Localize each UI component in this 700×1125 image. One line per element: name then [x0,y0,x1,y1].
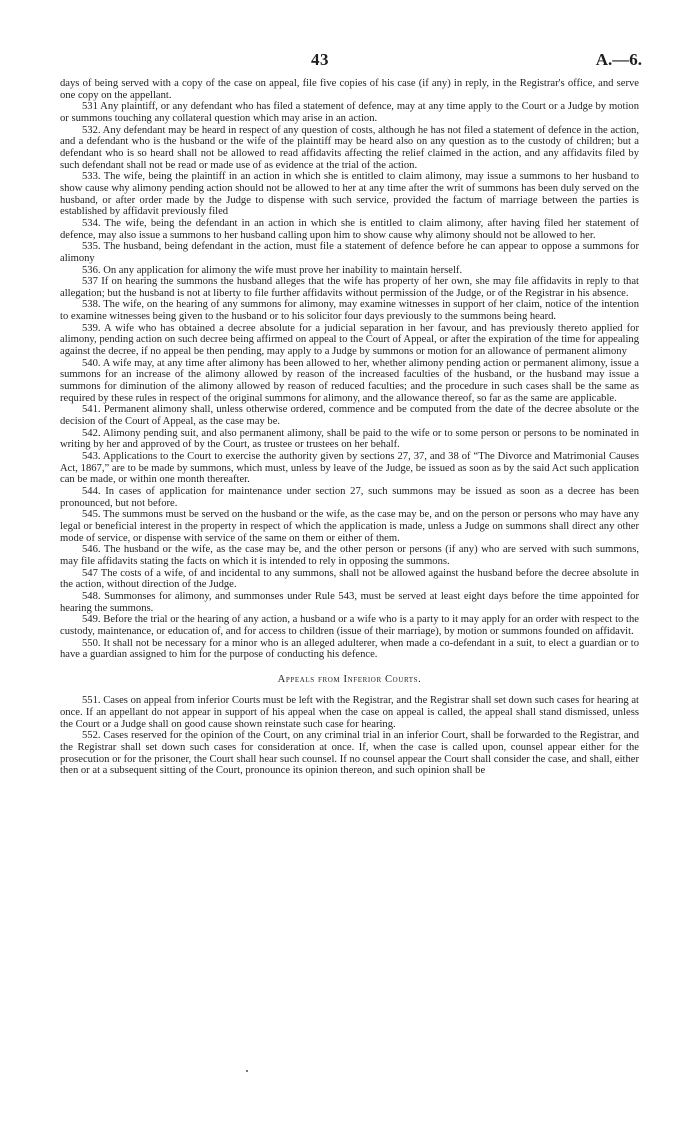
paragraph: 543. Applications to the Court to exercise the authority given by sections 27, 37, and 38 of “The Divorce and Matrimonial Causes Act, 1867,” are to be made by summons, which must, unless by leave of the Judge, be issued as soon as by the said Act such application can be made, or within one month thereafter. [60,451,639,486]
section-heading: Appeals from Inferior Courts. [277,673,422,685]
paragraph: 548. Summonses for alimony, and summonses under Rule 543, must be served at least eight days before the time appointed for hearing the summons. [60,590,639,614]
paragraph: 538. The wife, on the hearing of any summons for alimony, may examine witnesses in support of her claim, notice of the intention to examine witnesses being given to the husband or to his solicitor four days previously to the summons being heard. [60,299,639,323]
body-text [60,78,639,777]
print-speck [246,1070,248,1072]
paragraph: 531 Any plaintiff, or any defendant who has filed a statement of defence, may at any time apply to the Court or a Judge by motion or summons touching any collateral question which may arise in an action. [60,101,639,124]
paragraph: 551. Cases on appeal from inferior Courts must be left with the Registrar, and the Registrar shall set down such cases for hearing at once. If an appellant do not appear in support of his appeal when the case on appeal is called, the appeal shall stand dismissed, unless the Court or a Judge shall on good cause shown reinstate such case for hearing. [60,695,639,730]
paragraph: 541. Permanent alimony shall, unless otherwise ordered, commence and be computed from the date of the decree absolute or the decision of the Court of Appeal, as the case may be. [60,404,639,428]
document-reference: A.—6. [595,50,642,69]
paragraph: 547 The costs of a wife, of and incidental to any summons, shall not be allowed against the husband before the decree absolute in the action, without direction of the Judge. [60,567,639,591]
page-number: 43 [311,50,329,69]
paragraph: 540. A wife may, at any time after alimony has been allowed to her, whether alimony pending action or permanent alimony, issue a summons for an increase of the alimony allowed by reason of the increased faculties of the husband, or the husband may issue a summons for diminution of the alimony allowed by reason of reduced faculties; and the procedure in such cases shall be the same as required by these rules in respect of the original summons for alimony, and the allowance thereof, so far as the same are applicable. [60,357,639,404]
paragraph: 537 If on hearing the summons the husband alleges that the wife has property of her own, she may file affidavits in reply to that allegation; but the husband is not at liberty to file further affidavits without permission of the Judge, or of the Registrar in his absence. [60,276,639,299]
paragraph: 546. The husband or the wife, as the case may be, and the other person or persons (if any) who are served with such summons, may file affidavits stating the facts on which it is intended to rely in opposing the summons. [60,544,639,567]
paragraph: days of being served with a copy of the case on appeal, file five copies of his case (if any) in reply, in the Registrar's office, and serve one copy on the appellant. [60,78,639,101]
paragraph: 539. A wife who has obtained a decree absolute for a judicial separation in her favour, and has previously thereto applied for alimony, pending action on such decree being affirmed on appeal to the Court of Appeal, or after the expiration of the time for appealing against the decree, if no appeal be then pending, may apply to a Judge by summons or motion for an allowance of permanent alimony [60,322,639,358]
paragraph: 552. Cases reserved for the opinion of the Court, on any criminal trial in an inferior Court, shall be forwarded to the Registrar, and the Registrar shall set down such cases for consideration at once. If, when the case is called upon, counsel appear either for the prosecution or for the prisoner, the Court shall hear such counsel. If no counsel appear the Court shall consider the case, and shall, either then or at a subsequent sitting of the Court, pronounce its opinion thereon, and such opinion shall be [60,730,639,777]
paragraph: 549. Before the trial or the hearing of any action, a husband or a wife who is a party to it may apply for an order with respect to the custody, maintenance, or education of, and for access to children (issue of their marriage), by motion or summons founded on affidavit. [60,614,639,637]
paragraph: 535. The husband, being defendant in the action, must file a statement of defence before he can appear to oppose a summons for alimony [60,241,639,264]
paragraph: 534. The wife, being the defendant in an action in which she is entitled to claim alimony, after having filed her statement of defence, may also issue a summons to her husband calling upon him to show cause why alimony should not be allowed to her. [60,217,639,241]
paragraph: 542. Alimony pending suit, and also permanent alimony, shall be paid to the wife or to some person or persons to be nominated in writing by her and approved of by the Court, as trustee or trustees on her behalf. [60,427,639,451]
paragraph: 536. On any application for alimony the wife must prove her inability to maintain herself. [82,264,463,276]
paragraph: 545. The summons must be served on the husband or the wife, as the case may be, and on the person or persons who may have any legal or beneficial interest in the property in respect of which the application is made, unless a Judge on summons shall direct any other mode of service, or dispense with service of the same on them or either of them. [60,509,639,544]
paragraph: 533. The wife, being the plaintiff in an action in which she is entitled to claim alimony, may issue a summons to her husband to show cause why alimony pending action should not be allowed to her at any time after the writ of summons has been duly served on the husband, or after order made by the Judge to dispense with such service, provided the factum of marriage between the parties is established by affidavit previously filed [60,171,639,218]
paragraph: 550. It shall not be necessary for a minor who is an alleged adulterer, when made a co-defendant in a suit, to elect a guardian or to have a guardian assigned to him for the purpose of conducting his defence. [60,637,639,661]
paragraph: 532. Any defendant may be heard in respect of any question of costs, although he has not filed a statement of defence in the action, and a defendant who is the husband or the wife of the plaintiff may be heard also on any question as to the custody of children; but a defendant who is so heard shall not be allowed to read affidavits affecting the relief claimed in the action, and any affidavits filed by such defendant shall not be read or made use of as evidence at the trial of the action. [60,124,639,171]
paragraph: 544. In cases of application for maintenance under section 27, such summons may be issued as soon as a decree has been pronounced, but not before. [60,485,639,509]
